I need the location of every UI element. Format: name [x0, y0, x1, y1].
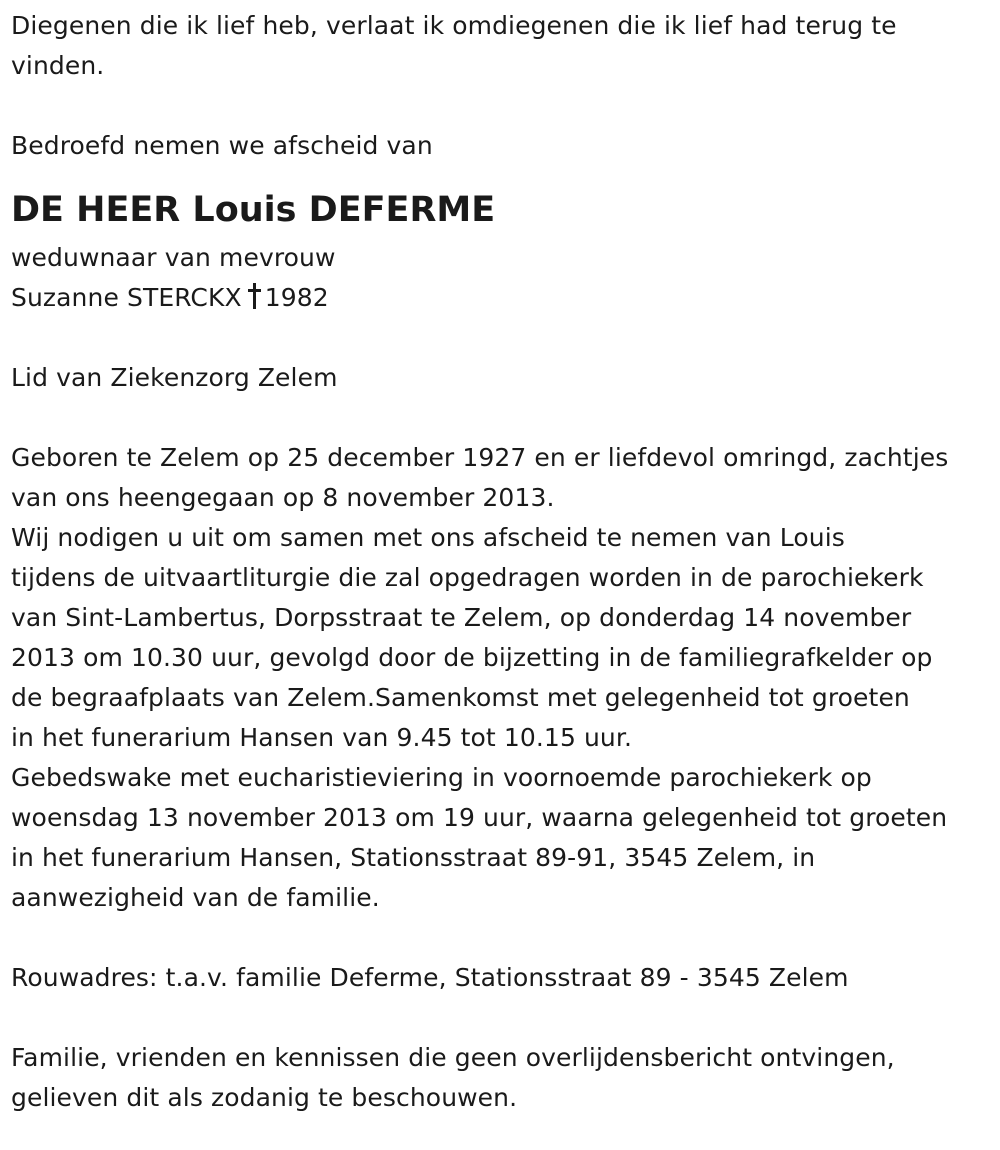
spouse-death-year: 1982 [264, 283, 329, 312]
motto-line-1: Diegenen die ik lief heb, verlaat ik omdiegenen die ik lief had terug te [11, 11, 897, 40]
mourning-address: Rouwadres: t.a.v. familie Deferme, Stationsstraat 89 - 3545 Zelem [11, 963, 849, 992]
spacer [11, 398, 992, 438]
closing-line-1: Familie, vrienden en kennissen die geen overlijdensbericht ontvingen, [11, 1043, 895, 1072]
announcement-line: in het funerarium Hansen, Stationsstraat 89-91, 3545 Zelem, in [11, 843, 816, 872]
announcement-line: tijdens de uitvaartliturgie die zal opgedragen worden in de parochiekerk [11, 563, 924, 592]
closing-line-2: gelieven dit als zodanig te beschouwen. [11, 1083, 518, 1112]
spouse-name: Suzanne STERCKX [11, 283, 242, 312]
announcement-line: van Sint-Lambertus, Dorpsstraat te Zelem, op donderdag 14 november [11, 603, 912, 632]
relation-text: weduwnaar van mevrouw [11, 243, 336, 272]
intro-text: Bedroefd nemen we afscheid van [11, 131, 433, 160]
spacer [11, 998, 992, 1038]
cross-icon [248, 283, 261, 309]
announcement-line: van ons heengegaan op 8 november 2013. [11, 483, 555, 512]
spacer [11, 86, 992, 126]
announcement-line: de begraafplaats van Zelem.Samenkomst met gelegenheid tot groeten [11, 683, 910, 712]
announcement-line: Geboren te Zelem op 25 december 1927 en er liefdevol omringd, zachtjes [11, 443, 949, 472]
announcement-line: aanwezigheid van de familie. [11, 883, 380, 912]
motto-line-2: vinden. [11, 51, 105, 80]
spacer [11, 918, 992, 958]
spacer [11, 166, 992, 182]
deceased-name: DE HEER Louis DEFERME [11, 190, 496, 230]
spouse-line [11, 278, 992, 318]
announcement-line: in het funerarium Hansen van 9.45 tot 10.15 uur. [11, 723, 633, 752]
announcement-line: Wij nodigen u uit om samen met ons afscheid te nemen van Louis [11, 523, 845, 552]
spacer [11, 318, 992, 358]
membership-text: Lid van Ziekenzorg Zelem [11, 363, 338, 392]
announcement-line: woensdag 13 november 2013 om 19 uur, waarna gelegenheid tot groeten [11, 803, 948, 832]
announcement-line: Gebedswake met eucharistieviering in voornoemde parochiekerk op [11, 763, 872, 792]
announcement-line: 2013 om 10.30 uur, gevolgd door de bijzetting in de familiegrafkelder op [11, 643, 933, 672]
